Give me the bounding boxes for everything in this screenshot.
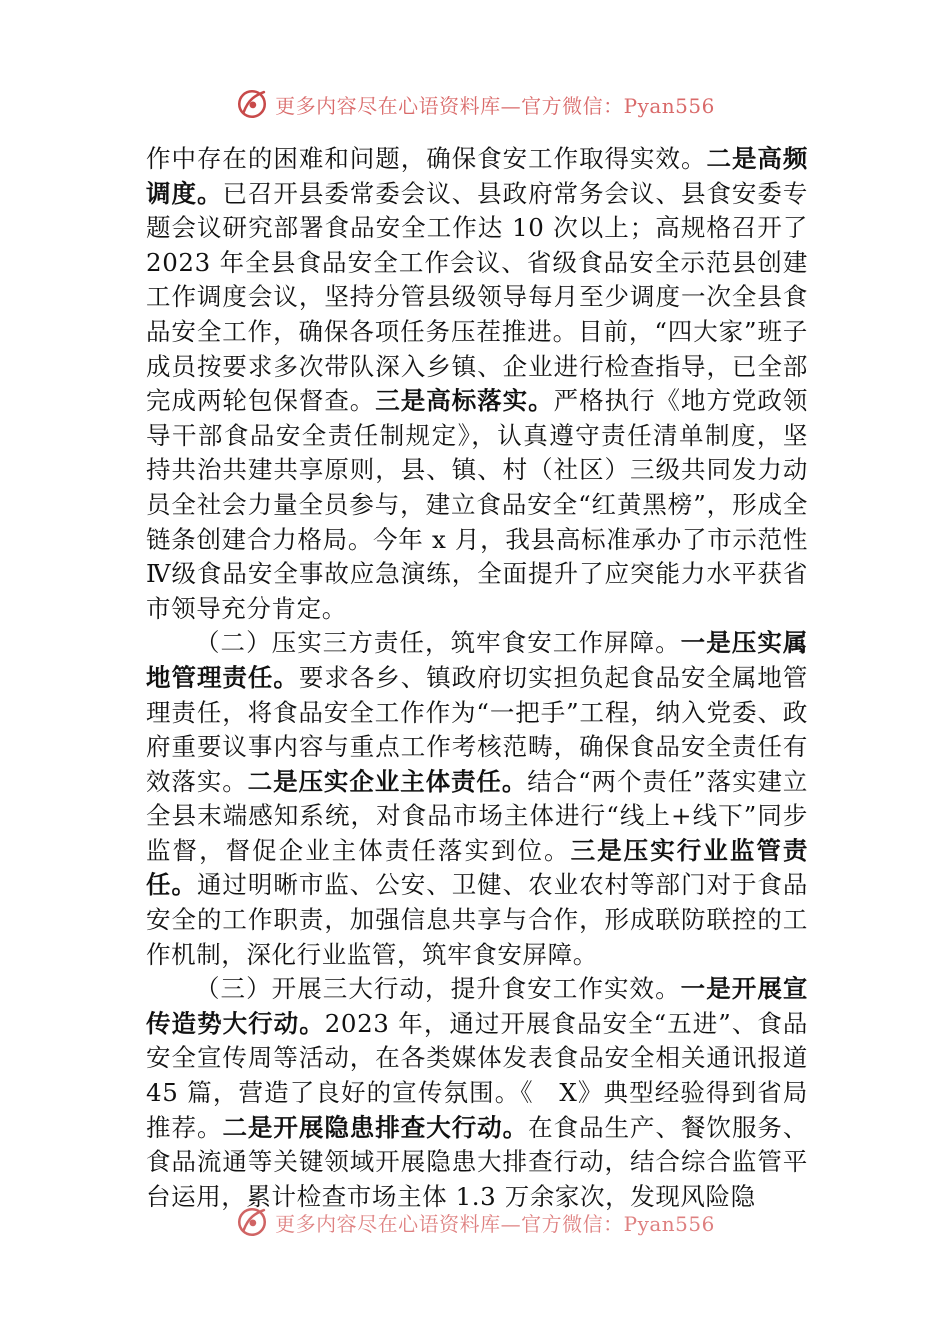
text-segment: 作中存在的困难和问题，确保食安工作取得实效。 [146, 144, 707, 173]
logo-icon [235, 1205, 269, 1239]
watermark-footer [0, 1202, 950, 1242]
text-segment: 要求各乡、镇政府切实担负起食品安全属地管理责任，将食品安全工作作为“一把手”工程，纳入党委、政府重要议事内容与重点工作考核范畴，确保食品安全责任有效落实。 [146, 662, 808, 796]
bold-heading: 二是高频调度。 [146, 144, 808, 208]
document-body [146, 142, 808, 1214]
watermark-header [0, 84, 950, 124]
logo-icon [235, 87, 269, 121]
watermark-text: 更多内容尽在心语资料库—官方微信：Pyan556 [275, 1211, 715, 1236]
bold-heading: 一是压实属地管理责任。 [146, 628, 808, 692]
text-segment: 严格执行《地方党政领导干部食品安全责任制规定》，认真遵守责任清单制度，坚持共治共建共享原则，县、镇、村（社区）三级共同发力动员全社会力量全员参与，建立食品安全“红黄黑榜”，形成全链条创建合力格局。今年 x 月，我县高标准承办了市示范性Ⅳ级食品安全事故应急演练，全面提升了应突能力水平获省市领导充分肯定。 [146, 386, 809, 623]
paragraph-1 [146, 142, 808, 626]
bold-heading: 二是压实企业主体责任。 [247, 766, 528, 796]
bold-heading: 二是开展隐患排查大行动。 [222, 1112, 529, 1142]
bold-heading: 一是开展宣传造势大行动。 [146, 974, 808, 1038]
watermark-text: 更多内容尽在心语资料库—官方微信：Pyan556 [275, 93, 715, 118]
text-segment: 结合“两个责任”落实建立全县末端感知系统，对食品市场主体进行“线上+线下”同步监督，督促企业主体责任落实到位。 [146, 766, 808, 865]
bold-heading: 三是压实行业监管责任。 [146, 835, 808, 900]
text-segment: 在食品生产、餐饮服务、食品流通等关键领域开展隐患大排查行动，结合综合监管平台运用，累计检查市场主体 1.3 万余家次，发现风险隐 [146, 1112, 808, 1211]
section-title: （三）开展三大行动，提升食安工作实效。 [195, 974, 681, 1004]
bold-heading: 三是高标落实。 [375, 386, 554, 416]
text-segment: 通过明晰市监、公安、卫健、农业农村等部门对于食品安全的工作职责，加强信息共享与合作，形成联防联控的工作机制，深化行业监管，筑牢食安屏障。 [146, 870, 808, 969]
paragraph-2 [146, 626, 808, 972]
paragraph-3 [146, 972, 808, 1214]
text-segment: 2023 年，通过开展食品安全“五进”、食品安全宣传周等活动，在各类媒体发表食品安全相关通讯报道 45 篇，营造了良好的宣传氛围。《 X》典型经验得到省局推荐。 [146, 1008, 808, 1142]
section-title: （二）压实三方责任，筑牢食安工作屏障。 [195, 628, 681, 658]
text-segment: 已召开县委常委会议、县政府常务会议、县食安委专题会议研究部署食品安全工作达 10 次以上；高规格召开了 2023 年全县食品安全工作会议、省级食品安全示范县创建工作调度会议，坚持分管县级领导每月至少调度一次全县食品安全工作，确保各项任务压茬推进。目前，“四大家”班子成员按要求多次带队深入乡镇、企业进行检查指导，已全部完成两轮包保督查。 [146, 178, 808, 416]
